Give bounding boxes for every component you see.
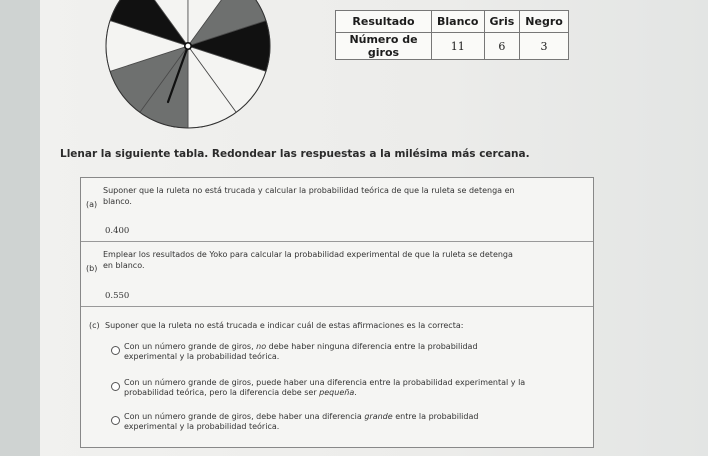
cell-negro-count: 3 [520,33,569,60]
results-table [335,10,569,60]
results-table-header-row [336,11,569,33]
option-small-difference[interactable] [111,378,581,400]
part-b-question-line2: en blanco. [103,261,145,270]
option-small-difference-radio[interactable] [111,382,120,391]
part-b-label: (b) [86,264,98,273]
part-c-question: Suponer que la ruleta no está trucada e indicar cuál de estas afirmaciones es la correcta: [105,321,464,330]
background-edge [0,0,40,456]
header-cell-negro: Negro [520,11,569,33]
option-large-difference-text: Con un número grande de giros, debe haber una diferencia grande entre la probabilidad experimental y la probabilidad teórica. [124,412,479,431]
questions-box [80,177,594,448]
part-c-section [81,307,593,447]
results-table-data-row [336,33,569,60]
header-cell-gris: Gris [484,11,520,33]
option-no-difference-radio[interactable] [111,346,120,355]
part-b-question-line1: Emplear los resultados de Yoko para calcular la probabilidad experimental de que la ruleta se detenga [103,250,513,259]
option-no-difference[interactable] [111,342,581,364]
option-large-difference[interactable] [111,412,581,434]
part-a-label: (a) [86,200,98,209]
option-small-difference-text: Con un número grande de giros, puede haber una diferencia entre la probabilidad experimental y la probabilidad teórica, pero la diferencia debe ser pequeña. [124,378,526,397]
part-b-answer[interactable]: 0.550 [105,291,130,301]
part-a-section [81,178,593,242]
option-no-difference-text: Con un número grande de giros, no debe haber ninguna diferencia entre la probabilidad experimental y la probabilidad teórica. [124,342,478,361]
part-a-answer[interactable]: 0.400 [105,226,130,236]
header-cell-blanco: Blanco [432,11,485,33]
spinner-wheel [104,0,272,130]
part-a-question-line1: Suponer que la ruleta no está trucada y calcular la probabilidad teórica de que la ruleta se detenga en [103,186,515,195]
part-a-question-line2: blanco. [103,197,132,206]
row-label-numero-de-giros: Número de giros [336,33,432,60]
cell-blanco-count: 11 [432,33,485,60]
spinner-hub [185,43,191,49]
cell-gris-count: 6 [484,33,520,60]
part-c-label: (c) [89,321,100,330]
option-large-difference-radio[interactable] [111,416,120,425]
header-cell-resultado: Resultado [336,11,432,33]
part-b-section [81,242,593,307]
instructions-text: Llenar la siguiente tabla. Redondear las respuestas a la milésima más cercana. [60,148,530,160]
